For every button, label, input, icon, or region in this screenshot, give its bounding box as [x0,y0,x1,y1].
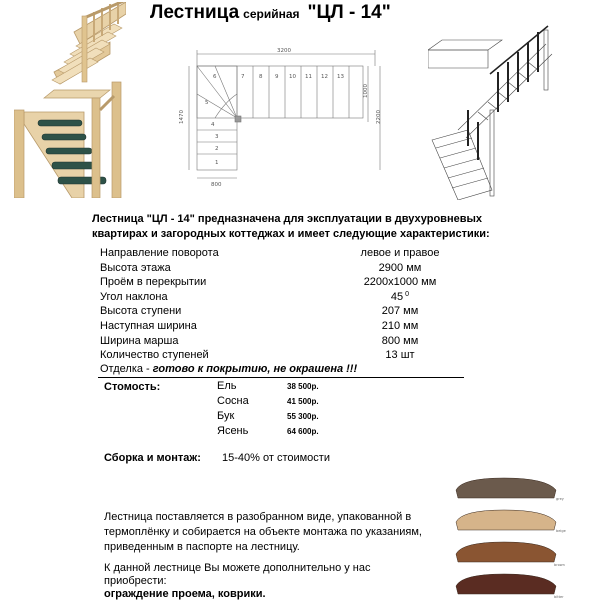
title-code: "ЦЛ - 14" [307,2,391,23]
spec-row [100,261,460,276]
divider [98,377,464,378]
finish-label: Отделка - [100,363,150,375]
extra-bold: ограждение проема, коврики. [104,588,266,600]
intro-line-2: квартирах и загородных коттеджах и имеет следующие характеристики: [92,228,490,240]
plan-step-8: 8 [259,74,263,80]
spec-value: 207 мм [381,305,419,318]
price-row [217,424,319,439]
wood-name: Ель [217,380,237,392]
spec-value [355,290,445,305]
staircase-photo [14,2,126,198]
title-main: Лестница [150,2,240,23]
wood-name: Бук [217,410,235,422]
title-small: серийная [243,7,300,21]
assembly-line [104,452,330,464]
plan-step-5: 5 [205,100,209,106]
spec-label: Высота этажа [100,261,171,274]
spec-row [100,246,460,261]
stair-mat [456,574,556,594]
spec-label: Наступная ширина [100,319,197,332]
stair-mat [456,478,556,498]
staircase-isometric-drawing [428,10,558,200]
mat-label-bitter: bitter [554,595,564,599]
plan-drawing [175,42,390,190]
plan-step-4: 4 [211,122,215,128]
plan-dim-right-a: 1000 [363,84,369,98]
assembly-value: 15-40% от стоимости [222,452,330,464]
spec-label: Количество ступеней [100,349,209,362]
spec-label: Высота ступени [100,305,182,318]
plan-step-10: 10 [289,74,296,80]
wood-price: 38 500р. [287,382,319,391]
plan-step-6: 6 [213,74,217,80]
plan-dim-left: 1470 [179,110,185,124]
stair-mat [456,510,556,530]
plan-step-1: 1 [215,160,219,166]
spec-row [100,319,460,334]
spec-label: Проём в перекрытии [100,276,207,289]
spec-value: 13 шт [385,349,415,362]
spec-value: 2200x1000 мм [363,276,437,289]
spec-row [100,304,460,319]
spec-label: Угол наклона [100,290,168,303]
spec-label: Направление поворота [100,247,219,259]
finish-value: готово к покрытию, не окрашена !!! [152,363,358,375]
price-heading: Стомость: [104,381,161,393]
wood-price: 55 300р. [287,412,319,421]
stair-mat [456,542,556,562]
price-row [217,409,319,424]
plan-step-3: 3 [215,134,219,140]
wood-price: 64 600р. [287,427,319,436]
spec-value: 2900 мм [378,261,422,274]
spec-row [100,275,460,290]
mat-label-brown: brown [554,563,565,567]
mat-label-beige: beige [556,529,566,533]
assembly-label: Сборка и монтаж: [104,452,201,464]
spec-label: Ширина марша [100,334,179,347]
wood-price: 41 500р. [287,397,319,406]
plan-dim-bottom: 800 [211,182,222,188]
mat-label-grey: grey [556,497,564,501]
extra-text: К данной лестнице Вы можете дополнительно у нас приобрести: [104,562,371,587]
wood-name: Сосна [217,395,249,407]
finish-line [100,363,357,375]
specs-table [100,246,460,363]
plan-step-9: 9 [275,74,279,80]
stair-mats-image [452,470,572,605]
price-row [217,394,319,409]
delivery-text: Лестница поставляется в разобранном виде, упакованной в термоплёнку и собирается на объекте монтажа по указаниям, приведенным в паспорте на лестницу. [104,511,422,553]
intro-text [92,212,490,242]
spec-row [100,348,460,363]
plan-step-13: 13 [337,74,344,80]
angle-value: 45 [390,290,404,303]
page-title [150,2,450,24]
intro-line-1: Лестница "ЦЛ - 14" предназначена для эксплуатации в двухуровневых [92,213,482,225]
spec-value: 800 мм [381,334,419,347]
plan-step-11: 11 [305,74,312,80]
wood-name: Ясень [217,425,249,437]
extra-offer [104,562,434,601]
plan-step-7: 7 [241,74,245,80]
degree-mark: 0 [405,290,410,298]
plan-step-2: 2 [215,146,219,152]
spec-row [100,334,460,349]
spec-value: 210 мм [381,319,419,332]
spec-value: левое и правое [360,247,440,259]
price-row [217,379,319,394]
spec-row [100,290,460,305]
plan-dim-right-b: 2200 [376,110,382,124]
plan-step-12: 12 [321,74,328,80]
plan-dim-top: 3200 [277,48,291,54]
